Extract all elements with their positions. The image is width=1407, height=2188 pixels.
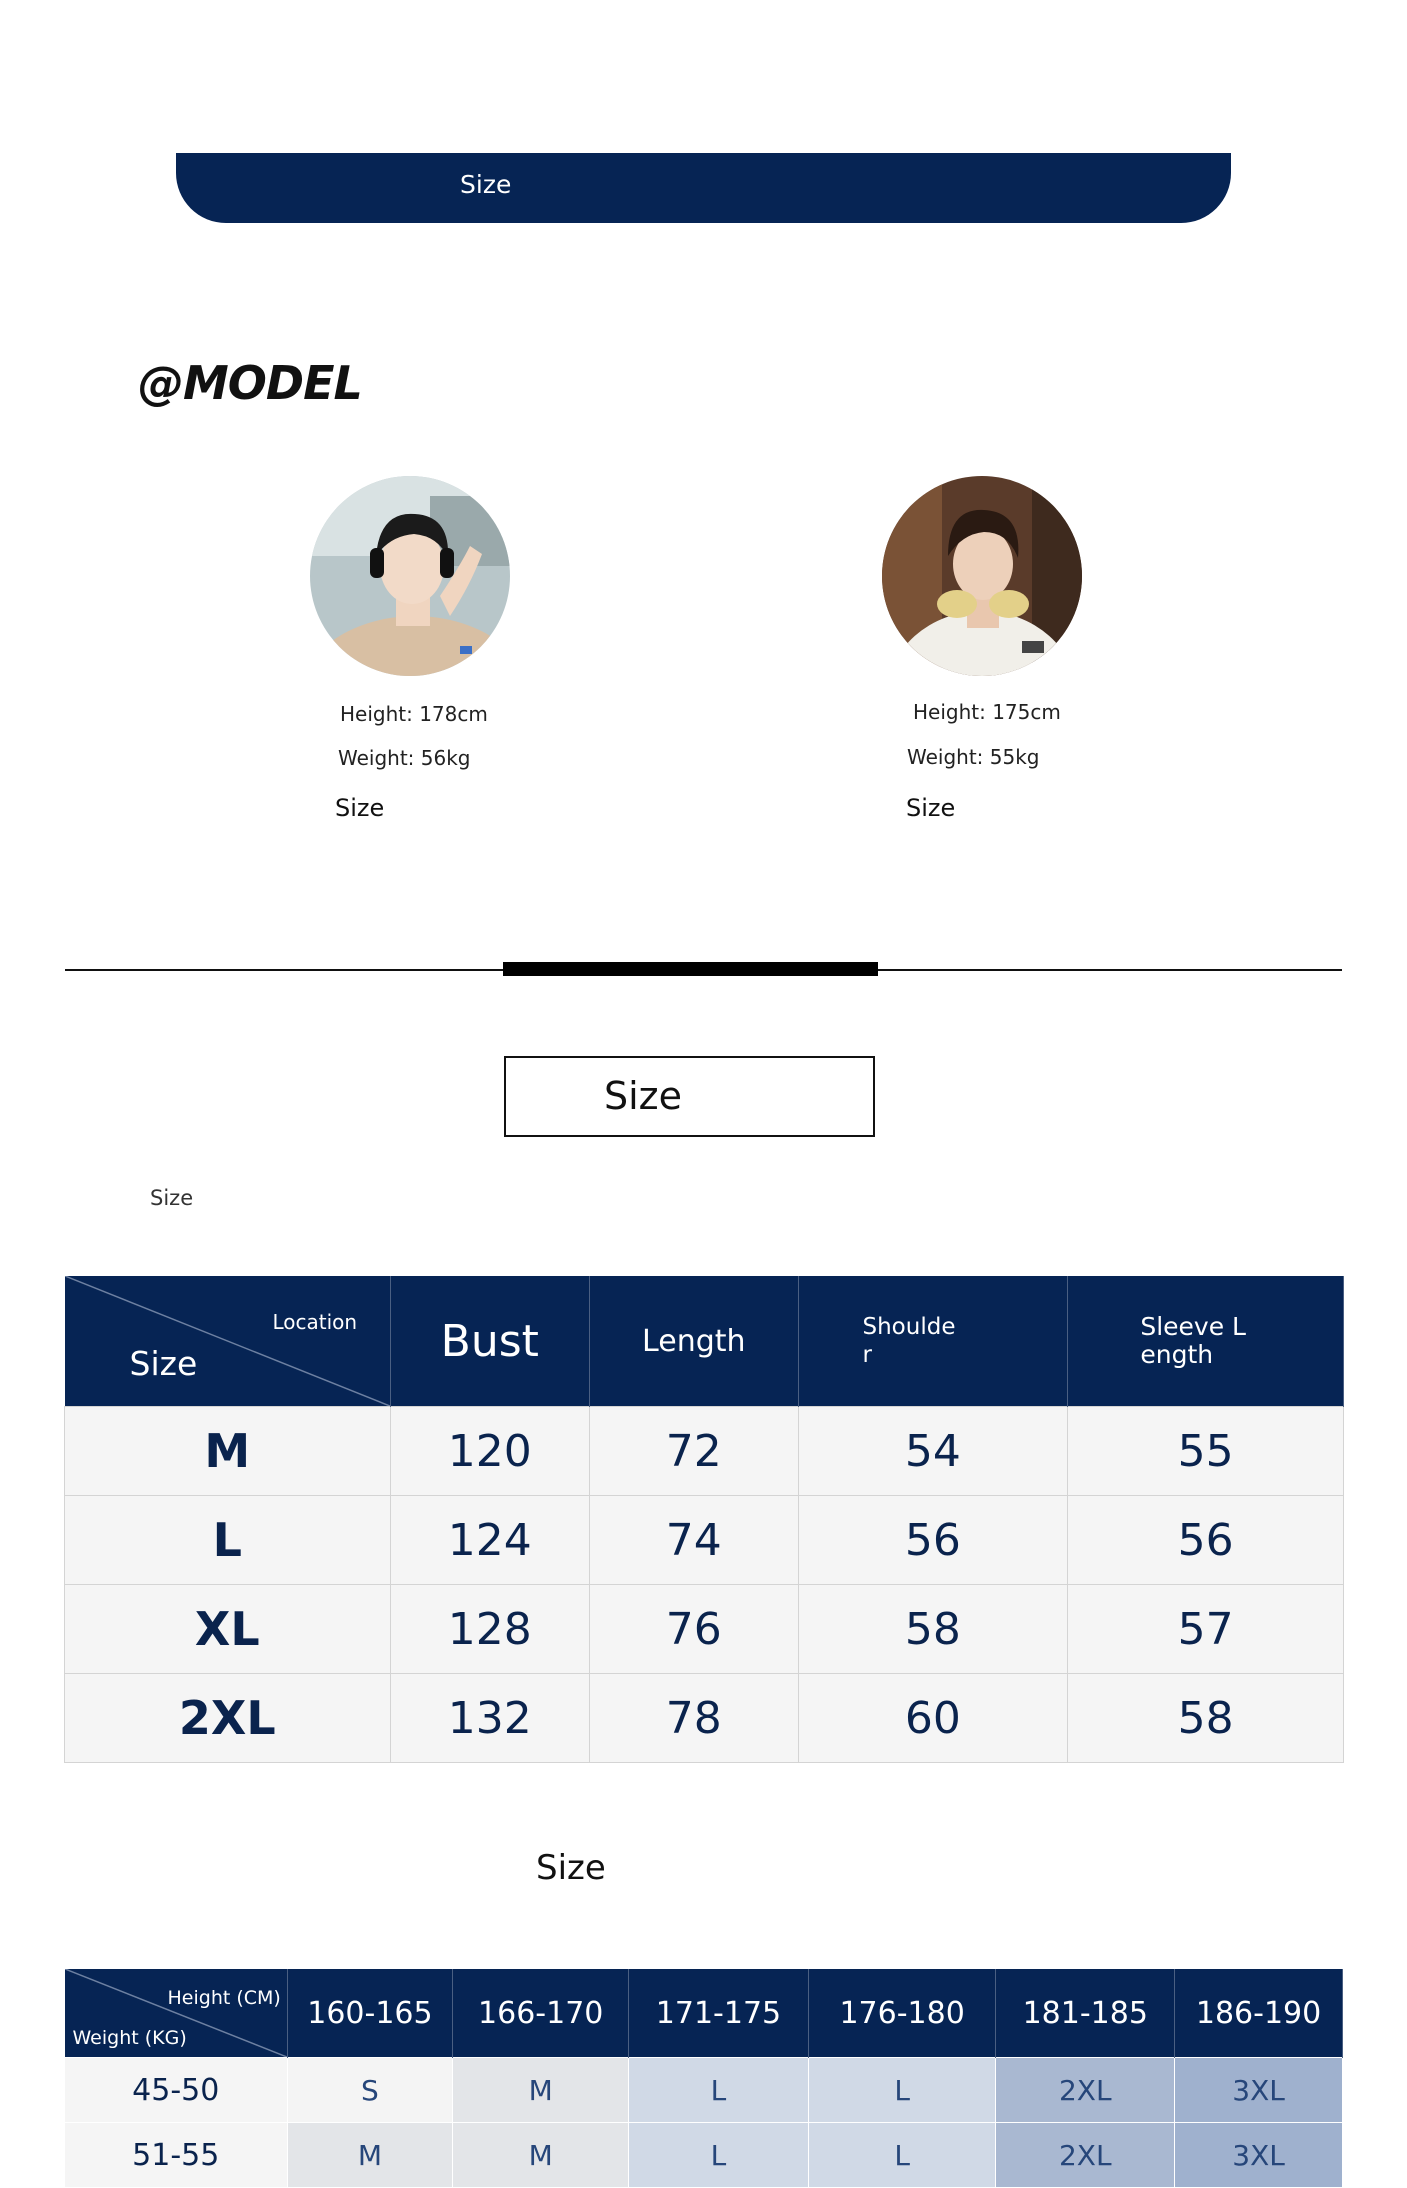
shoulder-value: 60 <box>798 1674 1068 1763</box>
recommendation-corner-cell <box>65 1969 288 2058</box>
size-recommendation-table <box>64 1969 1343 2188</box>
height-range-header: 160-165 <box>287 1969 453 2058</box>
size-label: L <box>65 1496 391 1585</box>
height-range-header: 176-180 <box>808 1969 996 2058</box>
size-label: M <box>65 1407 391 1496</box>
recommended-size: 2XL <box>996 2123 1175 2188</box>
length-value: 78 <box>590 1674 798 1763</box>
shoulder-value: 54 <box>798 1407 1068 1496</box>
size-label: XL <box>65 1585 391 1674</box>
bust-value: 132 <box>390 1674 590 1763</box>
corner-diagonal-line <box>65 1276 390 1406</box>
size-row-m <box>65 1407 1344 1496</box>
model-2-weight: Weight: 55kg <box>907 745 1040 769</box>
height-range-header: 171-175 <box>629 1969 809 2058</box>
recommended-size: L <box>629 2123 809 2188</box>
model-2-height: Height: 175cm <box>913 700 1061 724</box>
recommended-size: S <box>287 2058 453 2123</box>
recommended-size: 2XL <box>996 2058 1175 2123</box>
shoulder-value: 56 <box>798 1496 1068 1585</box>
sleeve-value: 55 <box>1068 1407 1344 1496</box>
model-1-avatar <box>310 476 510 676</box>
section-divider-accent <box>503 962 878 976</box>
sleeve-value: 56 <box>1068 1496 1344 1585</box>
weight-row-45-50 <box>65 2058 1343 2123</box>
recommended-size: L <box>808 2123 996 2188</box>
height-range-header: 181-185 <box>996 1969 1175 2058</box>
model-1-weight: Weight: 56kg <box>338 746 471 770</box>
recommended-size: 3XL <box>1175 2123 1343 2188</box>
recommendation-title: Size <box>536 1848 606 1888</box>
sleeve-value: 58 <box>1068 1674 1344 1763</box>
sleeve-value: 57 <box>1068 1585 1344 1674</box>
corner-weight-label: Weight (KG) <box>72 2027 187 2049</box>
size-chart-table <box>64 1276 1344 1763</box>
size-row-2xl <box>65 1674 1344 1763</box>
model-2-size: Size <box>906 794 956 822</box>
header-bust: Bust <box>390 1276 590 1407</box>
size-heading-label: Size <box>604 1074 683 1118</box>
recommended-size: L <box>808 2058 996 2123</box>
length-value: 72 <box>590 1407 798 1496</box>
header-sleeve-length: Sleeve L ength <box>1068 1276 1344 1407</box>
recommended-size: 3XL <box>1175 2058 1343 2123</box>
weight-range-label: 45-50 <box>65 2058 288 2123</box>
size-heading-box <box>504 1056 875 1137</box>
recommended-size: M <box>453 2123 629 2188</box>
bust-value: 128 <box>390 1585 590 1674</box>
shoulder-value: 58 <box>798 1585 1068 1674</box>
banner-label: Size <box>460 170 512 199</box>
length-value: 74 <box>590 1496 798 1585</box>
recommendation-header-row <box>65 1969 1343 2058</box>
recommended-size: L <box>629 2058 809 2123</box>
size-chart-corner-cell <box>65 1276 391 1407</box>
length-value: 76 <box>590 1585 798 1674</box>
size-note: Size <box>150 1186 194 1210</box>
recommended-size: M <box>287 2123 453 2188</box>
height-range-header: 186-190 <box>1175 1969 1343 2058</box>
bust-value: 120 <box>390 1407 590 1496</box>
header-length: Length <box>590 1276 798 1407</box>
header-shoulder: Shoulde r <box>798 1276 1068 1407</box>
size-row-l <box>65 1496 1344 1585</box>
model-1-height: Height: 178cm <box>340 702 488 726</box>
bust-value: 124 <box>390 1496 590 1585</box>
model-2-avatar <box>882 476 1082 676</box>
corner-height-label: Height (CM) <box>167 1987 281 2009</box>
height-range-header: 166-170 <box>453 1969 629 2058</box>
size-row-xl <box>65 1585 1344 1674</box>
recommended-size: M <box>453 2058 629 2123</box>
model-1-size: Size <box>335 794 385 822</box>
weight-range-label: 51-55 <box>65 2123 288 2188</box>
corner-size-label: Size <box>129 1344 198 1383</box>
top-banner <box>176 153 1231 223</box>
corner-location-label: Location <box>272 1310 358 1334</box>
model-section-title: @MODEL <box>138 356 362 410</box>
size-label: 2XL <box>65 1674 391 1763</box>
size-chart-header-row <box>65 1276 1344 1407</box>
